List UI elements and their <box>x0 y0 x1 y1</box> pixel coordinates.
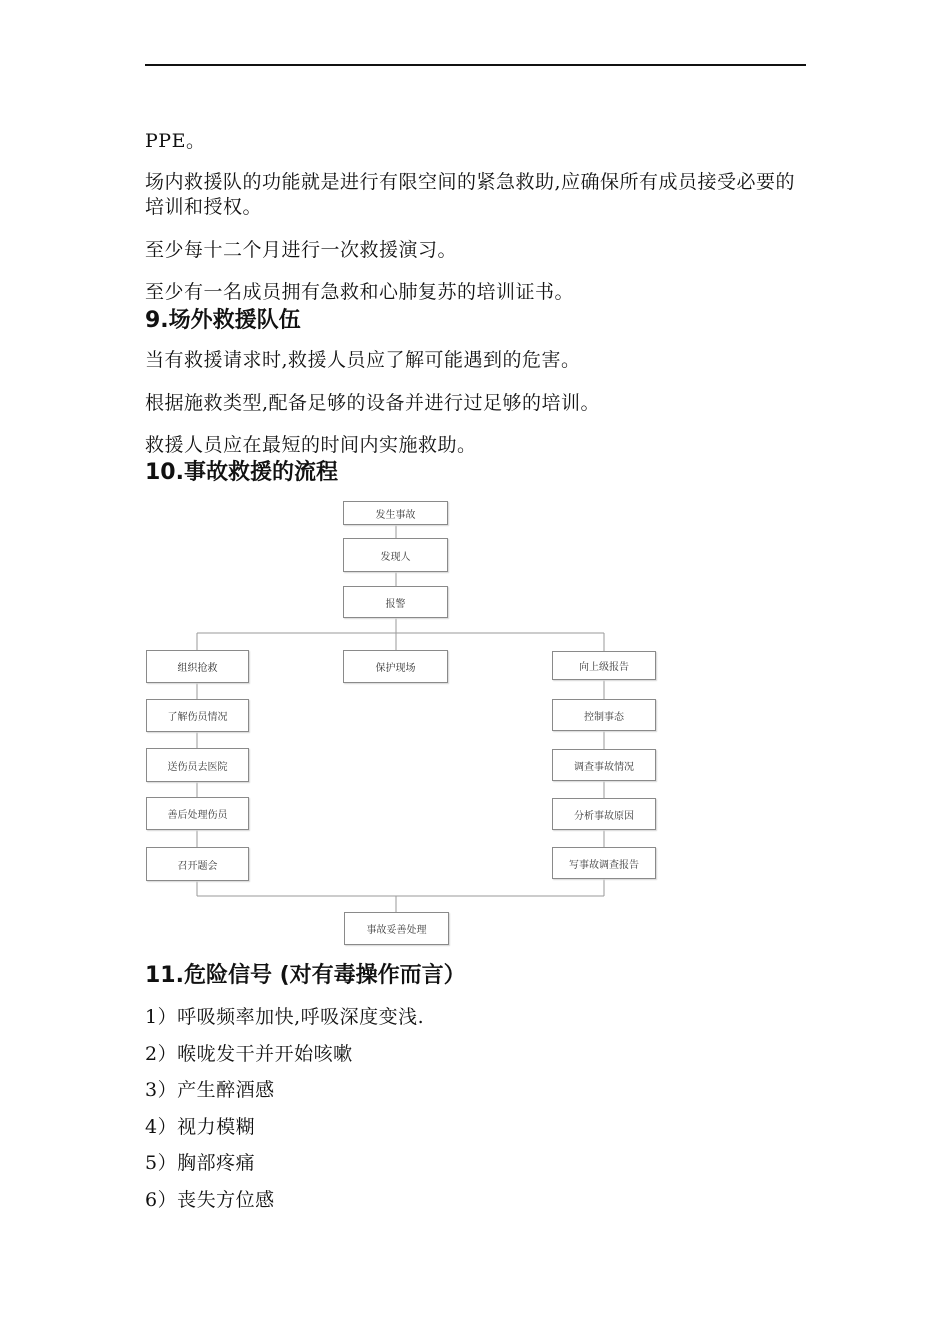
flow-middle-box: 保护现场 <box>343 650 448 683</box>
danger-signal-2: 2）喉咙发干并开始咳嗽 <box>145 1043 353 1065</box>
flow-right-box-2: 控制事态 <box>552 699 656 731</box>
offsite-line-3: 救援人员应在最短的时间内实施救助。 <box>145 434 477 456</box>
flow-left-box-2: 了解伤员情况 <box>146 699 249 732</box>
flow-left-box-1: 组织抢救 <box>146 650 249 683</box>
first-aid-paragraph: 至少有一名成员拥有急救和心肺复苏的培训证书。 <box>145 281 575 303</box>
section9-heading: 9.场外救援队伍 <box>145 308 301 333</box>
danger-signal-1: 1）呼吸频率加快,呼吸深度变浅. <box>145 1006 425 1028</box>
header-rule <box>145 64 806 66</box>
flow-right-box-5: 写事故调查报告 <box>552 847 656 879</box>
offsite-line-1: 当有救援请求时,救援人员应了解可能遇到的危害。 <box>145 349 581 371</box>
flow-left-box-3: 送伤员去医院 <box>146 748 249 782</box>
flow-alarm-box: 报警 <box>343 586 448 618</box>
danger-signal-5: 5）胸部疼痛 <box>145 1152 256 1174</box>
drill-paragraph: 至少每十二个月进行一次救援演习。 <box>145 239 458 261</box>
danger-signal-6: 6）丧失方位感 <box>145 1189 275 1211</box>
flow-right-box-3: 调查事故情况 <box>552 749 656 781</box>
flow-finder-box: 发现人 <box>343 538 448 572</box>
danger-signal-4: 4）视力模糊 <box>145 1116 256 1138</box>
danger-signal-3: 3）产生醉酒感 <box>145 1079 275 1101</box>
ppe-text: PPE。 <box>145 130 206 152</box>
flow-right-box-1: 向上级报告 <box>552 651 656 680</box>
onsite-team-paragraph: 场内救援队的功能就是进行有限空间的紧急救助,应确保所有成员接受必要的培训和授权。 <box>145 171 796 218</box>
section11-heading: 11.危险信号 (对有毒操作而言） <box>145 963 466 988</box>
section10-heading: 10.事故救援的流程 <box>145 460 338 485</box>
flow-left-box-5: 召开题会 <box>146 847 249 881</box>
offsite-line-2: 根据施救类型,配备足够的设备并进行过足够的培训。 <box>145 392 601 414</box>
flow-end-box: 事故妥善处理 <box>344 912 449 945</box>
flow-start-box: 发生事故 <box>343 501 448 525</box>
flow-right-box-4: 分析事故原因 <box>552 798 656 830</box>
flow-left-box-4: 善后处理伤员 <box>146 797 249 830</box>
